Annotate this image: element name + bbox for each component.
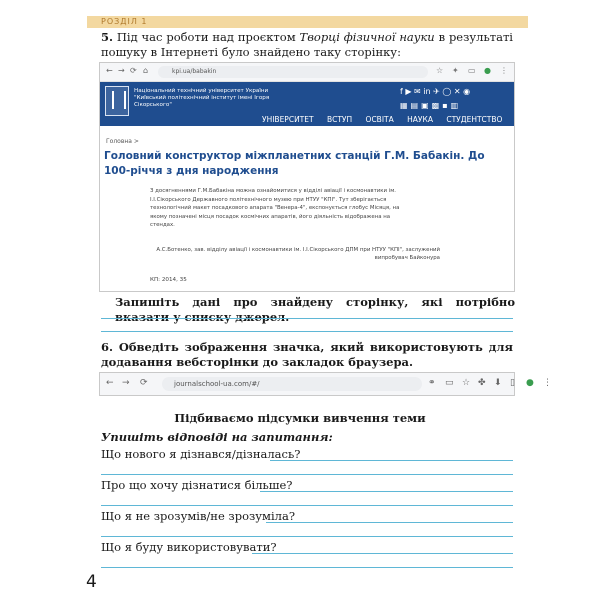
extension-icon[interactable]: ⚭ — [428, 378, 436, 388]
menu-item-science: НАУКА — [407, 115, 433, 124]
question-1: Що нового я дізнався/дізналась? — [101, 447, 301, 461]
task-6-number: 6. — [101, 340, 114, 354]
answer-line[interactable] — [252, 553, 513, 554]
reload-icon: ⟳ — [130, 66, 137, 75]
page-number: 4 — [86, 572, 97, 592]
task-6-text — [101, 340, 513, 370]
answer-line[interactable] — [101, 536, 513, 537]
browser-toolbar — [100, 63, 514, 82]
browser-screenshot-kpi — [99, 62, 515, 292]
screen-cast-icon[interactable]: ▭ — [445, 378, 454, 388]
summary-instruction: Упишіть відповіді на запитання: — [101, 430, 333, 444]
menu-item-admission: ВСТУП — [326, 115, 353, 124]
task-5-text — [101, 30, 513, 60]
answer-line[interactable] — [101, 567, 513, 568]
download-icon[interactable]: ⬇ — [494, 378, 502, 388]
sidebar-icon[interactable]: ▯ — [510, 378, 515, 388]
kpi-site-header — [100, 82, 514, 126]
sidebar-icon: ▭ — [468, 66, 476, 75]
task-5-text-after: в результаті пошуку в Інтернеті було знайдено таку сторінку: — [101, 30, 513, 59]
answer-line[interactable] — [266, 522, 513, 523]
task-6-body: Обведіть зображення значка, який використовують для додавання вебсторінки до закладок браузера. — [101, 340, 513, 369]
article-source: КП: 2014, 35 — [150, 277, 187, 283]
university-name: Національний технічний університет України "Київський політехнічний інститут імені Ігоря Сікорського" — [134, 88, 270, 108]
task-5-project: Творці фізичної науки — [299, 30, 435, 44]
answer-line[interactable] — [260, 491, 513, 492]
article-body: З досягненнями Г.М.Бабакіна можна ознайомитися у відділі авіації і космонавтики ім. І.І.Сікорського Державного політехнічного музею при НТУУ "КПІ". Тут зберігається технологічний макет посадкового апарата "Венера-4", експонується глобус Місяця, на якому позначені місця посадок космічних апаратів, його діяльність відображена на стендах. — [150, 188, 400, 228]
kpi-logo-icon — [105, 86, 129, 116]
profile-avatar-icon[interactable]: ● — [526, 378, 534, 388]
home-icon: ⌂ — [143, 66, 149, 75]
menu-item-education: ОСВІТА — [365, 115, 394, 124]
kpi-main-menu — [262, 115, 513, 124]
profile-avatar-icon: ● — [484, 66, 491, 75]
task-5-question: Запишіть дані про знайдену сторінку, які потрібно вказати у списку джерел. — [115, 295, 515, 324]
service-icons: ▦▤▣▩▪▥ — [400, 101, 462, 110]
menu-icon[interactable]: ⋮ — [543, 378, 552, 388]
question-2: Про що хочу дізнатися більше? — [101, 478, 293, 492]
menu-item-university: УНІВЕРСИТЕТ — [262, 115, 314, 124]
forward-icon[interactable]: → — [122, 378, 130, 388]
forward-icon: → — [118, 66, 125, 75]
answer-line[interactable] — [101, 474, 513, 475]
task-5-text-before: Під час роботи над проєктом — [113, 30, 300, 44]
breadcrumb: Головна > — [106, 138, 139, 145]
reload-icon[interactable]: ⟳ — [140, 378, 148, 388]
puzzle-icon[interactable]: ✤ — [478, 378, 486, 388]
menu-icon: ⋮ — [500, 66, 508, 75]
question-4: Що я буду використовувати? — [101, 540, 277, 554]
article-signature: А.С.Ботенко, зав. відділу авіації і космонавтики ім. І.І.Сікорського ДПМ при НТУУ "КПІ", заслужений випробувач Байконура — [156, 247, 440, 261]
summary-title: Підбиваємо підсумки вивчення теми — [174, 411, 426, 425]
bookmark-star-icon[interactable]: ☆ — [462, 378, 471, 388]
back-icon: ← — [106, 66, 113, 75]
section-label: РОЗДІЛ 1 — [101, 17, 148, 26]
answer-line[interactable] — [101, 318, 513, 319]
address-bar[interactable]: journalschool-ua.com/#/ — [162, 377, 422, 391]
browser-screenshot-toolbar — [99, 372, 552, 396]
section-header-bar — [87, 16, 528, 28]
address-bar: kpi.ua/babakin — [158, 66, 428, 78]
answer-line[interactable] — [101, 505, 513, 506]
question-3: Що я не зрозумів/не зрозуміла? — [101, 509, 295, 523]
article-title: Головний конструктор міжпланетних станцій Г.М. Бабакін. До 100-річчя з дня народження — [104, 150, 485, 177]
answer-line[interactable] — [270, 460, 513, 461]
menu-item-students: СТУДЕНТСТВО — [446, 115, 503, 124]
task-5-number: 5. — [101, 30, 114, 44]
social-icons: f ▶ ✉ in ✈ ◯ ✕ ◉ — [400, 87, 471, 96]
back-icon[interactable]: ← — [106, 378, 114, 388]
bookmark-star-icon: ☆ — [436, 66, 444, 75]
answer-line[interactable] — [101, 331, 513, 332]
extension-icon: ✦ — [452, 66, 459, 75]
